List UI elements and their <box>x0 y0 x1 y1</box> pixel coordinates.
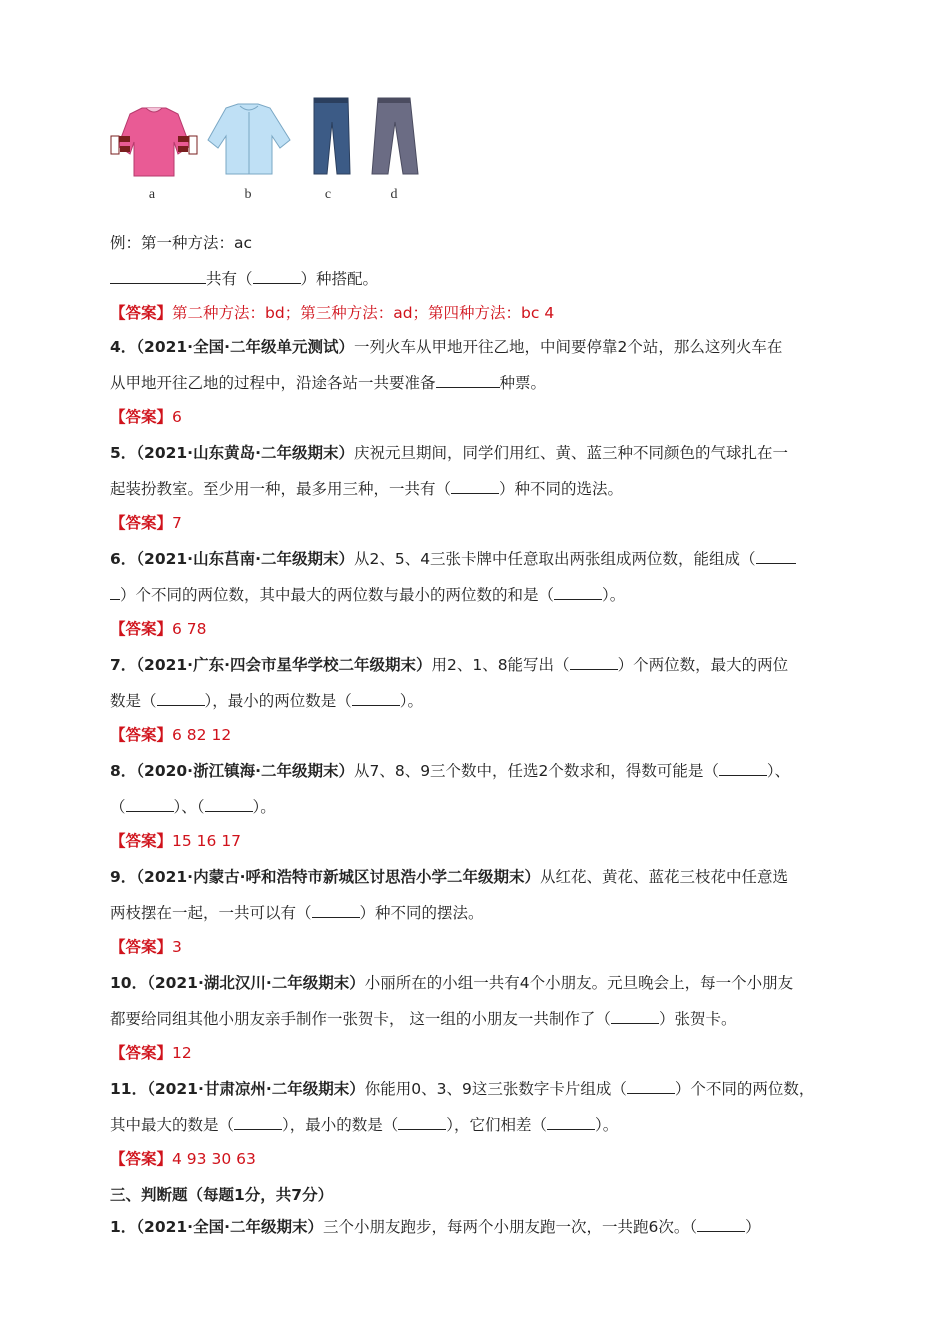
text-segment: 【答案】 <box>110 832 173 850</box>
gray-trousers-icon <box>372 98 418 174</box>
blank <box>719 761 767 776</box>
text-segment: ）。 <box>399 692 424 710</box>
question-10 <box>110 972 793 994</box>
text-segment: ）张贺卡。 <box>658 1010 737 1028</box>
question-9 <box>110 866 788 888</box>
question-11 <box>110 1078 814 1100</box>
text-segment: （ <box>110 798 126 816</box>
text-segment: 6． <box>110 550 137 568</box>
text-segment: 第二种方法：bd；第三种方法：ad；第四种方法：bc 4 <box>172 304 555 322</box>
answer-q3 <box>110 302 554 324</box>
text-segment: 10． <box>110 974 148 992</box>
text-segment: ）。 <box>602 586 626 604</box>
text-segment: 4． <box>110 338 137 356</box>
text-segment: ）、（ <box>173 798 205 816</box>
text-segment: ）。 <box>252 798 276 816</box>
label-c: c <box>324 187 332 202</box>
blank <box>157 691 205 706</box>
text-segment: 15 16 17 <box>172 832 242 850</box>
answer-q10 <box>110 1042 192 1064</box>
text-segment: 共有（ <box>206 270 253 288</box>
pink-sweater-icon <box>111 108 197 176</box>
question-6-line2 <box>110 584 625 606</box>
question-6 <box>110 548 796 570</box>
blank <box>234 1115 282 1130</box>
blank <box>253 269 301 284</box>
question-4-line2 <box>110 372 546 394</box>
blank <box>205 797 253 812</box>
clothes-illustration <box>108 92 428 207</box>
text-segment: 8． <box>110 762 137 780</box>
text-segment: 从2、5、4三张卡牌中任意取出两张组成两位数，能组成（ <box>353 550 756 568</box>
question-4 <box>110 336 782 358</box>
text-segment: ），最小的两位数是（ <box>204 692 352 710</box>
blank <box>756 549 796 564</box>
text-segment: 从7、8、9三个数中，任选2个数求和，得数可能是（ <box>353 762 719 780</box>
text-segment: 【答案】 <box>110 726 173 744</box>
text-segment: 11． <box>110 1080 148 1098</box>
section-title <box>110 1184 333 1206</box>
blank <box>352 691 400 706</box>
answer-q11 <box>110 1148 256 1170</box>
text-segment: 三、判断题（每题1分，共7分） <box>110 1186 334 1204</box>
answer-q8 <box>110 830 241 852</box>
example-blank-line <box>110 268 378 290</box>
question-7-line2 <box>110 690 423 712</box>
label-a: a <box>148 187 156 202</box>
text-segment: （2021·广东·四会市星华学校二年级期末） <box>136 656 432 674</box>
text-segment: 从甲地开往乙地的过程中，沿途各站一共要准备 <box>110 374 436 392</box>
answer-q4 <box>110 406 182 428</box>
question-5-line2 <box>110 478 623 500</box>
text-segment: 数是（ <box>110 692 157 710</box>
blank <box>570 655 618 670</box>
blue-blouse-icon <box>208 104 290 174</box>
blue-jeans-icon <box>314 98 350 174</box>
text-segment: ）、 <box>766 762 791 780</box>
text-segment: 5． <box>110 444 137 462</box>
answer-q9 <box>110 936 182 958</box>
text-segment: 6 78 <box>172 620 207 638</box>
blank <box>398 1115 446 1130</box>
blank <box>554 585 602 600</box>
text-segment: 【答案】 <box>110 620 173 638</box>
blank <box>611 1009 659 1024</box>
text-segment: ）个两位数，最大的两位 <box>617 656 789 674</box>
blank <box>312 903 360 918</box>
text-segment: （2021·内蒙古·呼和浩特市新城区讨思浩小学二年级期末） <box>136 868 540 886</box>
text-segment: （2020·浙江镇海·二年级期末） <box>136 762 354 780</box>
text-segment: 【答案】 <box>110 514 173 532</box>
text-segment: 12 <box>172 1044 192 1062</box>
text-segment: ）种搭配。 <box>300 270 379 288</box>
text-segment: ）个不同的两位数， <box>674 1080 815 1098</box>
question-5 <box>110 442 788 464</box>
text-segment: （2021·全国·二年级期末） <box>136 1218 323 1236</box>
text-segment: 种票。 <box>499 374 547 392</box>
text-segment: ）。 <box>595 1116 619 1134</box>
text-segment: 起装扮教室。至少用一种，最多用三种，一共有（ <box>110 480 452 498</box>
question-7 <box>110 654 788 676</box>
text-segment: 7 <box>172 514 182 532</box>
text-segment: 从红花、黄花、蓝花三枝花中任意选 <box>539 868 788 886</box>
text-segment: 7． <box>110 656 137 674</box>
question-10-line2 <box>110 1008 736 1030</box>
text-segment: 6 <box>172 408 182 426</box>
blank <box>436 373 500 388</box>
blank <box>451 479 499 494</box>
blank <box>110 269 206 284</box>
text-segment: 【答案】 <box>110 1150 173 1168</box>
text-segment: （2021·山东莒南·二年级期末） <box>136 550 354 568</box>
question-8-line2 <box>110 796 276 818</box>
judgment-1 <box>110 1216 761 1238</box>
text-segment: 三个小朋友跑步，每两个小朋友跑一次，一共跑6次。（ <box>322 1218 698 1236</box>
answer-q7 <box>110 724 231 746</box>
text-segment: 两枝摆在一起，一共可以有（ <box>110 904 312 922</box>
text-segment: （2021·山东黄岛·二年级期末） <box>136 444 354 462</box>
question-11-line2 <box>110 1114 618 1136</box>
label-b: b <box>244 187 252 202</box>
answer-q6 <box>110 618 207 640</box>
blank <box>697 1217 745 1232</box>
text-segment: （2021·全国·二年级单元测试） <box>136 338 354 356</box>
text-segment: 【答案】 <box>110 1044 173 1062</box>
text-segment: ），它们相差（ <box>446 1116 548 1134</box>
text-segment: 4 93 30 63 <box>172 1150 256 1168</box>
blank <box>547 1115 595 1130</box>
blank <box>110 585 120 600</box>
text-segment: 庆祝元旦期间，同学们用红、黄、蓝三种不同颜色的气球扎在一 <box>353 444 788 462</box>
text-segment: 3 <box>172 938 182 956</box>
text-segment: 都要给同组其他小朋友亲手制作一张贺卡， 这一组的小朋友一共制作了（ <box>110 1010 611 1028</box>
label-d: d <box>390 187 398 202</box>
text-segment: 一列火车从甲地开往乙地，中间要停靠2个站，那么这列火车在 <box>353 338 783 356</box>
question-9-line2 <box>110 902 484 924</box>
text-segment: 9． <box>110 868 137 886</box>
text-segment: ）种不同的摆法。 <box>359 904 484 922</box>
text-segment: ） <box>745 1218 761 1236</box>
text-segment: ）个不同的两位数，其中最大的两位数与最小的两位数的和是（ <box>120 586 555 604</box>
text-segment: 用2、1、8能写出（ <box>431 656 570 674</box>
text-segment: ），最小的数是（ <box>282 1116 399 1134</box>
text-segment: （2021·甘肃凉州·二年级期末） <box>147 1080 365 1098</box>
text-segment: 其中最大的数是（ <box>110 1116 235 1134</box>
text-segment: 你能用0、3、9这三张数字卡片组成（ <box>364 1080 627 1098</box>
text-segment: 1． <box>110 1218 137 1236</box>
question-8 <box>110 760 790 782</box>
text-segment: 小丽所在的小组一共有4个小朋友。元旦晚会上，每一个小朋友 <box>364 974 794 992</box>
text-segment: 【答案】 <box>110 304 173 322</box>
blank <box>126 797 174 812</box>
text-segment: 6 82 12 <box>172 726 232 744</box>
text-segment: ）种不同的选法。 <box>499 480 624 498</box>
text-segment: 【答案】 <box>110 408 173 426</box>
text-segment: （2021·湖北汉川·二年级期末） <box>147 974 365 992</box>
text-segment: 例：第一种方法：ac <box>110 234 253 252</box>
answer-q5 <box>110 512 182 534</box>
text-segment: 【答案】 <box>110 938 173 956</box>
blank <box>627 1079 675 1094</box>
example-line <box>110 232 252 254</box>
